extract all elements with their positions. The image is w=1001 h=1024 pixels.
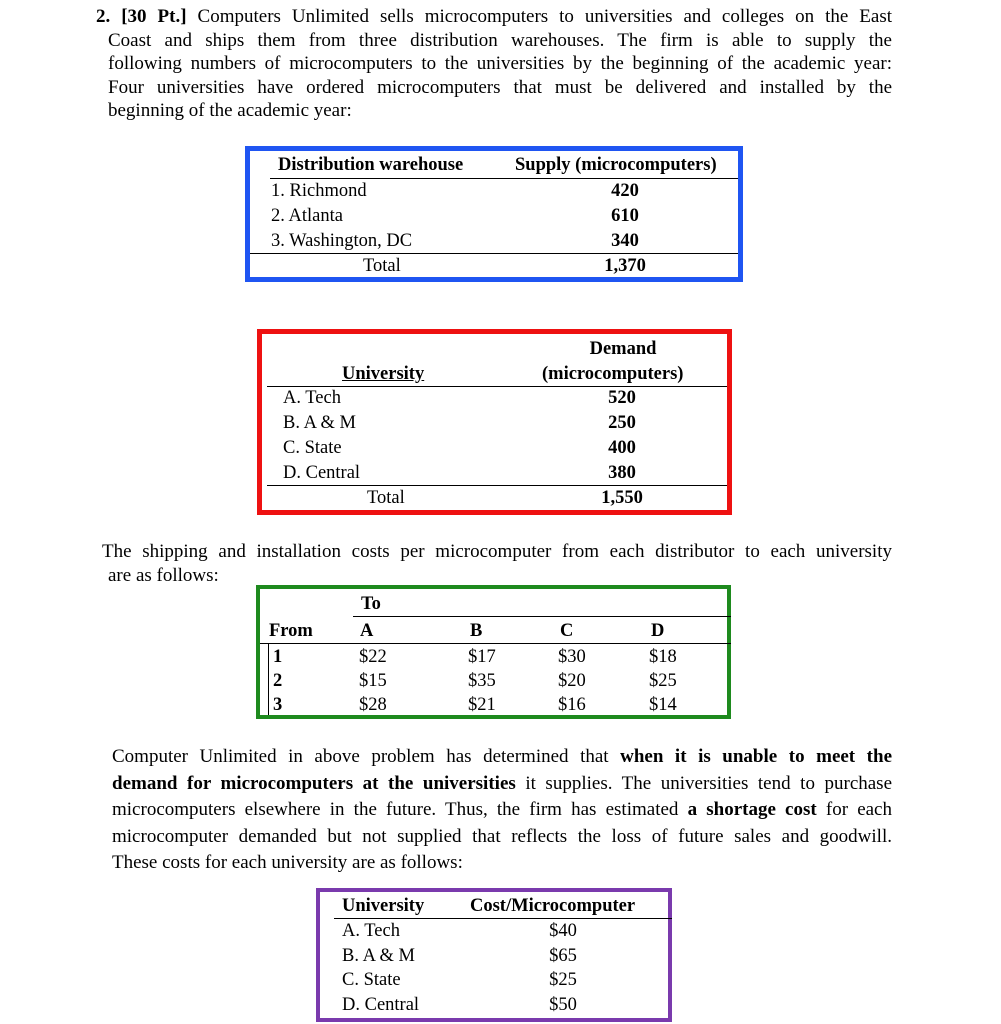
cost-cell: $16 <box>558 695 586 715</box>
demand-header-line1: Demand <box>589 339 657 359</box>
supply-total-rule <box>250 253 738 254</box>
shortage-row-cost: $50 <box>549 995 577 1015</box>
problem-line-1: 2. [30 Pt.] Computers Unlimited sells microcomputers to universities and colleges on the East <box>96 6 893 27</box>
cost-col-header: C <box>560 621 574 641</box>
supply-row-value: 340 <box>611 231 639 251</box>
demand-total-rule <box>267 485 727 486</box>
demand-header-line2: (microcomputers) <box>542 364 684 384</box>
supply-row-name: 2. Atlanta <box>271 206 343 226</box>
supply-row-name: 3. Washington, DC <box>271 231 413 251</box>
shortage-paragraph: Computer Unlimited in above problem has determined that when it is unable to meet the demand for microcomputers at the universities it supplies. The universities tend to purchase microcomputers elsewhere in the future. Thus, the firm has estimated a shortage cost for each microcomputer demanded but not supplied that reflects the loss of future sales and goodwill. These costs for each university are as follows: <box>112 746 893 873</box>
demand-total-label: Total <box>367 488 405 508</box>
cost-cell: $35 <box>468 671 496 691</box>
demand-row-name: B. A & M <box>283 413 356 433</box>
demand-table <box>257 329 732 515</box>
cost-cell: $15 <box>359 671 387 691</box>
demand-row-value: 520 <box>608 388 636 408</box>
demand-row-name: A. Tech <box>283 388 341 408</box>
cost-cell: $20 <box>558 671 586 691</box>
shortage-row-name: C. State <box>342 970 401 990</box>
problem-body: Coast and ships them from three distribution warehouses. The firm is able to supply the following numbers of microcomputers to the universities by the beginning of the academic year: Four universities have ordered microcomputers that must be delivered and installed by the beginning of the academic year: <box>108 29 892 121</box>
shortage-header-university: University <box>342 896 425 916</box>
shipping-intro: The shipping and installation costs per microcomputer from each distributor to each university are as follows: <box>102 541 892 586</box>
cost-from: 1 <box>273 647 283 667</box>
demand-total-value: 1,550 <box>601 488 643 508</box>
shortage-row-name: A. Tech <box>342 921 400 941</box>
cost-from-divider <box>268 643 269 715</box>
demand-header-rule <box>267 386 727 387</box>
cost-col-header: D <box>651 621 665 641</box>
cost-cell: $17 <box>468 647 496 667</box>
cost-cell: $30 <box>558 647 586 667</box>
cost-cell: $25 <box>649 671 677 691</box>
cost-cell: $18 <box>649 647 677 667</box>
cost-cell: $28 <box>359 695 387 715</box>
cost-to-rule <box>353 616 731 617</box>
demand-row-value: 250 <box>608 413 636 433</box>
demand-row-name: D. Central <box>283 463 361 483</box>
shortage-row-cost: $40 <box>549 921 577 941</box>
shortage-row-cost: $65 <box>549 946 577 966</box>
cost-from: 3 <box>273 695 283 715</box>
cost-to-label: To <box>361 594 381 614</box>
cost-col-header: A <box>360 621 374 641</box>
supply-total-value: 1,370 <box>604 256 646 276</box>
problem-number: 2. <box>96 6 111 27</box>
cost-col-header: B <box>470 621 483 641</box>
demand-header-university: University <box>342 364 425 384</box>
cost-cell: $14 <box>649 695 677 715</box>
supply-table <box>245 146 743 282</box>
cost-cell: $22 <box>359 647 387 667</box>
problem-points: [30 Pt.] <box>121 6 187 27</box>
cost-from-label: From <box>269 621 313 641</box>
supply-header-rule <box>270 178 738 179</box>
supply-header-warehouse: Distribution warehouse <box>278 155 464 175</box>
demand-row-value: 380 <box>608 463 636 483</box>
supply-header-supply: Supply (microcomputers) <box>515 155 717 175</box>
shortage-header-cost: Cost/Microcomputer <box>470 896 636 916</box>
problem-statement <box>96 5 892 123</box>
shortage-header-rule <box>334 918 672 919</box>
cost-from: 2 <box>273 671 283 691</box>
supply-row-value: 610 <box>611 206 639 226</box>
cost-cell: $21 <box>468 695 496 715</box>
cost-header-rule <box>260 643 731 644</box>
supply-row-value: 420 <box>611 181 639 201</box>
cost-table <box>256 585 731 719</box>
demand-row-name: C. State <box>283 438 342 458</box>
shortage-row-cost: $25 <box>549 970 577 990</box>
shortage-row-name: D. Central <box>342 995 420 1015</box>
shortage-row-name: B. A & M <box>342 946 415 966</box>
supply-row-name: 1. Richmond <box>271 181 367 201</box>
demand-row-value: 400 <box>608 438 636 458</box>
supply-total-label: Total <box>363 256 401 276</box>
shortage-table <box>316 888 672 1022</box>
